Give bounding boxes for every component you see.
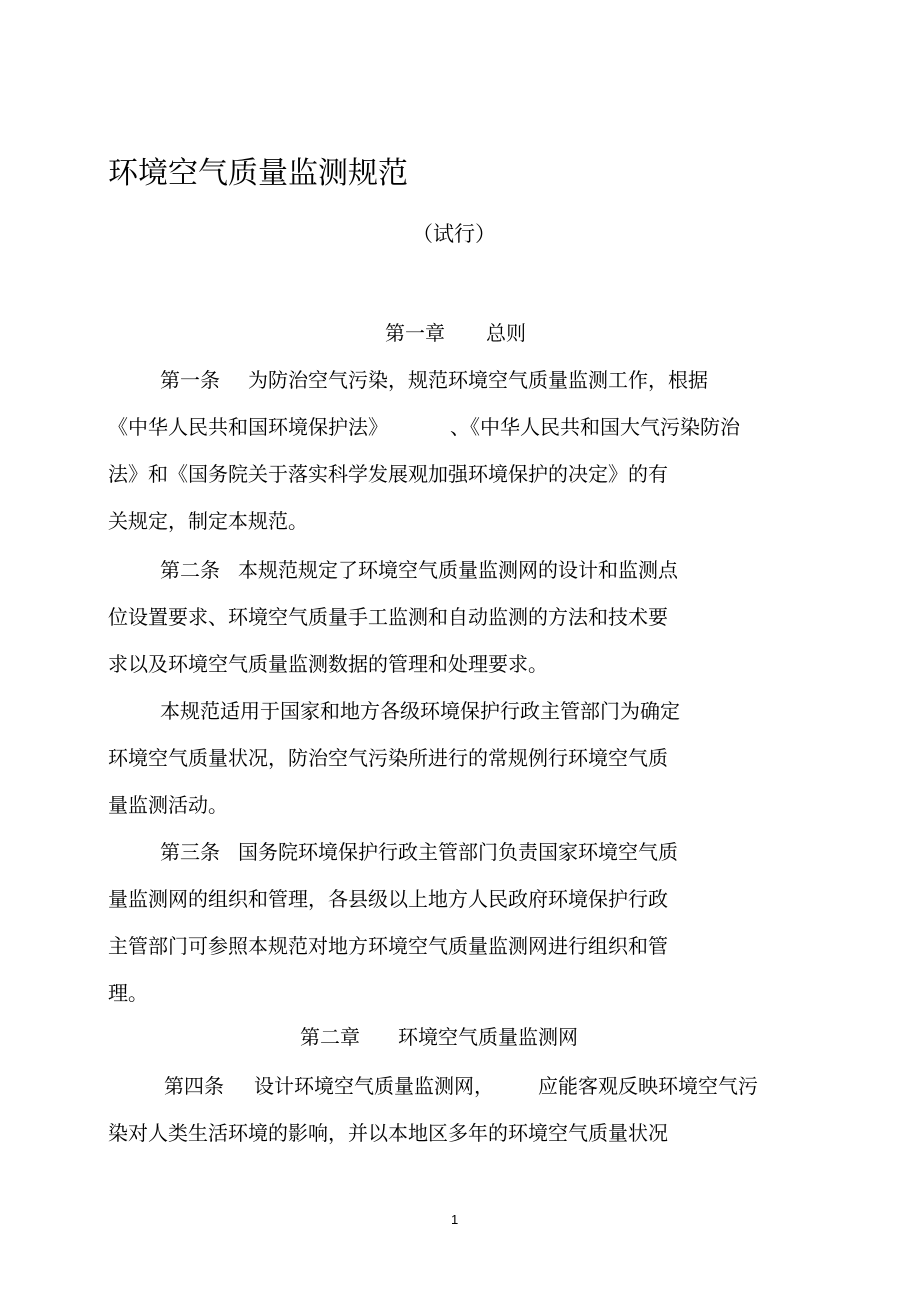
article2-line2: 位设置要求、环境空气质量手工监测和自动监测的方法和技术要 — [108, 605, 668, 629]
article4-line2: 染对人类生活环境的影响，并以本地区多年的环境空气质量状况 — [108, 1121, 668, 1145]
document-title: 环境空气质量监测规范 — [108, 156, 408, 191]
article1-line1: 为防治空气污染，规范环境空气质量监测工作，根据 — [248, 368, 708, 392]
article2-number: 第二条 — [160, 558, 220, 582]
article4-number: 第四条 — [164, 1074, 224, 1098]
article2-para2-line2: 环境空气质量状况，防治空气污染所进行的常规例行环境空气质 — [108, 746, 668, 770]
article2-line1: 本规范规定了环境空气质量监测网的设计和监测点 — [238, 558, 678, 582]
article4-line1-b: 应能客观反映环境空气污 — [538, 1074, 758, 1098]
article3-line3: 主管部门可参照本规范对地方环境空气质量监测网进行组织和管 — [108, 934, 668, 958]
article3-line4: 理。 — [108, 981, 148, 1005]
chapter1-name: 总则 — [486, 321, 526, 345]
article3-line1: 国务院环境保护行政主管部门负责国家环境空气质 — [238, 840, 678, 864]
article2-line3: 求以及环境空气质量监测数据的管理和处理要求。 — [108, 652, 548, 676]
article1-line2-a: 《中华人民共和国环境保护法》 — [108, 415, 388, 439]
article2-para2-line1: 本规范适用于国家和地方各级环境保护行政主管部门为确定 — [160, 699, 680, 723]
chapter2-number: 第二章 — [300, 1025, 360, 1049]
article1-line2-b: 、《中华人民共和国大气污染防治 — [450, 415, 740, 439]
article3-line2: 量监测网的组织和管理，各县级以上地方人民政府环境保护行政 — [108, 887, 668, 911]
chapter1-number: 第一章 — [385, 321, 445, 345]
article3-number: 第三条 — [160, 840, 220, 864]
article2-para2-line3: 量监测活动。 — [108, 793, 228, 817]
document-subtitle: （试行） — [412, 222, 496, 246]
page-number: 1 — [451, 1212, 459, 1227]
article4-line1-a: 设计环境空气质量监测网， — [254, 1074, 494, 1098]
article1-number: 第一条 — [160, 368, 220, 392]
article1-line3: 法》和《国务院关于落实科学发展观加强环境保护的决定》的有 — [108, 462, 668, 486]
article1-line4: 关规定，制定本规范。 — [108, 509, 308, 533]
chapter2-name: 环境空气质量监测网 — [398, 1025, 578, 1049]
